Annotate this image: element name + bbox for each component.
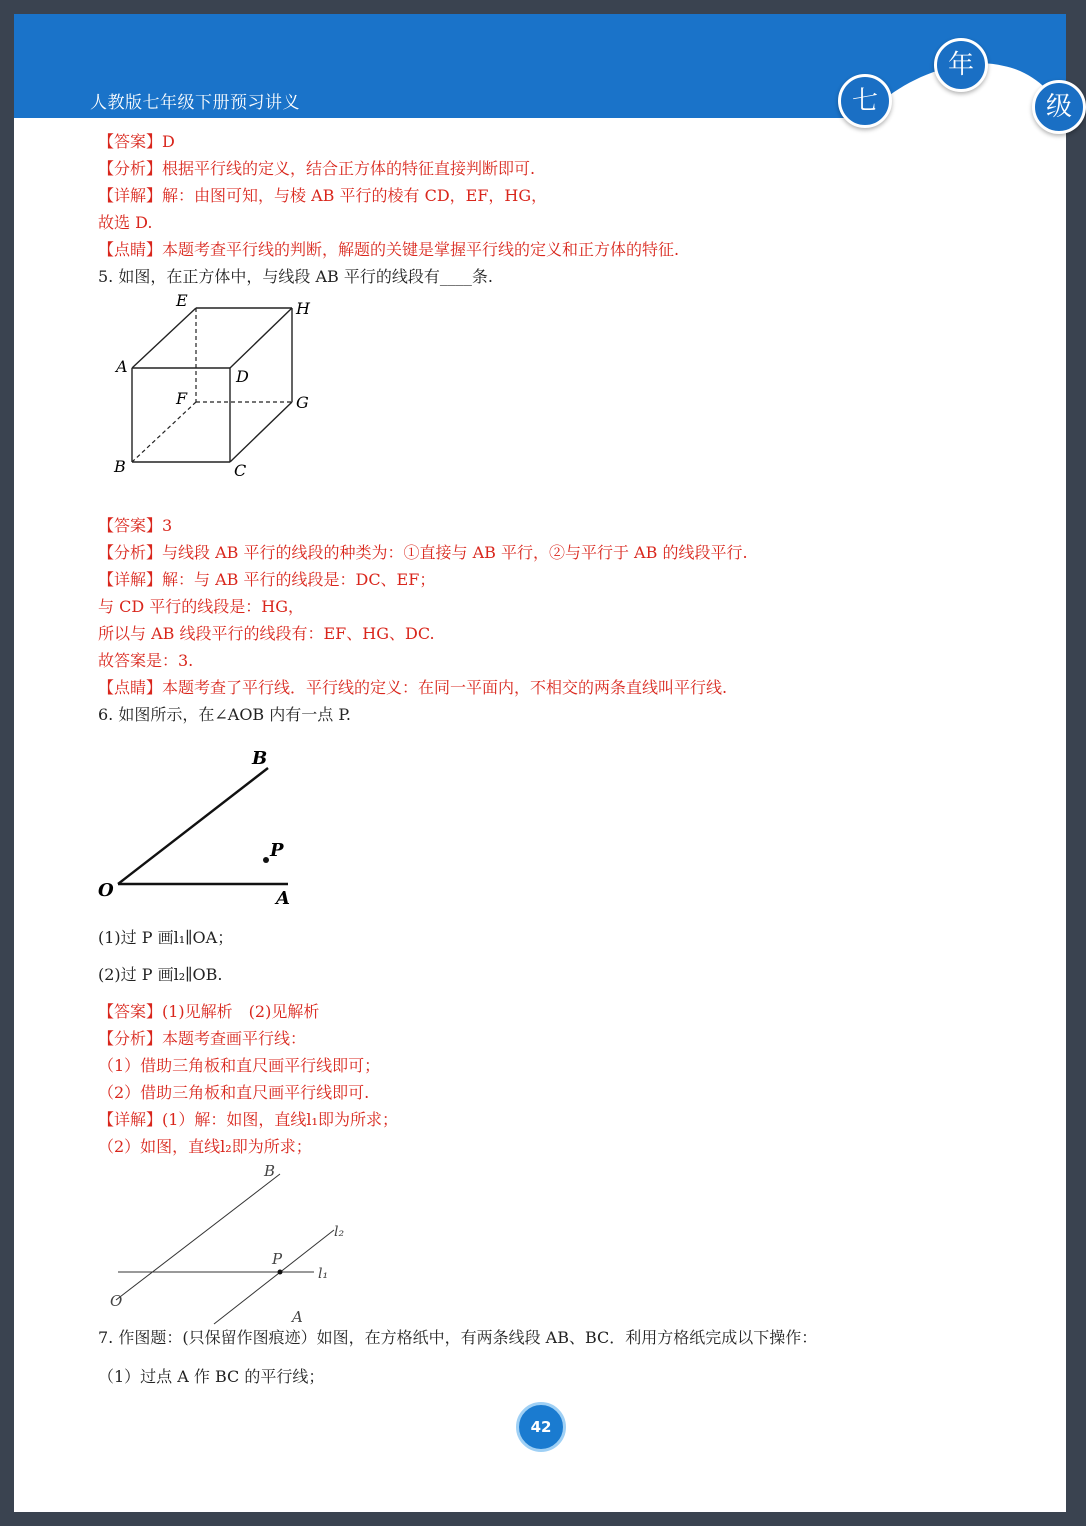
q4-comment: 【点睛】本题考查平行线的判断，解题的关键是掌握平行线的定义和正方体的特征.: [98, 240, 680, 259]
angle-label-a: A: [276, 888, 290, 909]
angle-figure: [98, 728, 998, 924]
q4-detail: 【详解】解：由图可知，与棱 AB 平行的棱有 CD，EF，HG，: [98, 186, 548, 205]
cube-diagram: [98, 290, 338, 512]
grade-badge-3: 级: [1032, 80, 1086, 134]
document-page: [14, 14, 1072, 1512]
q6-detail-2: （2）如图，直线l₂即为所求；: [98, 1137, 312, 1156]
angle-label-b: B: [252, 748, 268, 769]
q4-answer: 【答案】D: [98, 132, 175, 151]
cube-label-b: B: [114, 457, 126, 476]
solution-diagram: [98, 1160, 358, 1324]
angle-diagram: [98, 728, 338, 924]
content: [98, 128, 998, 1390]
q6-part-1: (1)过 P 画l₁∥OA；: [98, 928, 234, 947]
q5-analysis: 【分析】与线段 AB 平行的线段的种类为：①直接与 AB 平行，②与平行于 AB 的线段平行.: [98, 543, 748, 562]
q4-conclusion: 故选 D.: [98, 213, 153, 232]
solution-label-l1: l₁: [318, 1266, 329, 1282]
solution-label-p: P: [272, 1250, 283, 1268]
grade-badge-2: 年: [934, 38, 988, 92]
q5-answer: 【答案】3: [98, 516, 173, 535]
angle-label-p: P: [270, 840, 284, 861]
q6-analysis: 【分析】本题考查画平行线：: [98, 1029, 307, 1048]
solution-figure: [98, 1160, 998, 1324]
q6-question: 6. 如图所示，在∠AOB 内有一点 P.: [98, 705, 351, 724]
cube-label-c: C: [234, 461, 247, 480]
q5-question: 5. 如图，在正方体中，与线段 AB 平行的线段有____条.: [98, 267, 493, 286]
header-title: 人教版七年级下册预习讲义: [90, 93, 300, 113]
header-banner: [14, 14, 1072, 122]
cube-label-f: F: [176, 389, 188, 408]
q6-detail-1: 【详解】(1）解：如图，直线l₁即为所求；: [98, 1110, 398, 1129]
q5-detail-3: 所以与 AB 线段平行的线段有：EF、HG、DC.: [98, 624, 435, 643]
q6-answer: 【答案】(1)见解析 (2)见解析: [98, 1002, 320, 1021]
cube-figure: [98, 290, 998, 512]
cube-label-d: D: [236, 367, 249, 386]
q5-detail-1: 【详解】解：与 AB 平行的线段是：DC、EF；: [98, 570, 436, 589]
solution-label-l2: l₂: [334, 1224, 345, 1240]
q6-part-2: (2)过 P 画l₂∥OB.: [98, 965, 223, 984]
q7-part-1: （1）过点 A 作 BC 的平行线；: [98, 1367, 325, 1386]
angle-label-o: O: [98, 880, 114, 901]
cube-label-e: E: [176, 291, 188, 310]
q5-detail-2: 与 CD 平行的线段是：HG，: [98, 597, 304, 616]
q6-analysis-2: （2）借助三角板和直尺画平行线即可.: [98, 1083, 370, 1102]
solution-label-a: A: [292, 1308, 303, 1326]
q5-comment: 【点睛】本题考查了平行线．平行线的定义：在同一平面内，不相交的两条直线叫平行线.: [98, 678, 728, 697]
solution-label-o: O: [110, 1292, 123, 1310]
solution-label-b: B: [264, 1162, 276, 1180]
q5-detail-4: 故答案是：3.: [98, 651, 194, 670]
grade-badge-1: 七: [838, 74, 892, 128]
q7-question: 7. 作图题：(只保留作图痕迹）如图，在方格纸中，有两条线段 AB、BC．利用方格纸完成以下操作：: [98, 1328, 818, 1347]
cube-label-g: G: [296, 393, 309, 412]
cube-label-h: H: [296, 299, 310, 318]
q6-analysis-1: （1）借助三角板和直尺画平行线即可；: [98, 1056, 381, 1075]
page-number: 42: [516, 1402, 566, 1452]
cube-label-a: A: [116, 357, 128, 376]
q4-analysis: 【分析】根据平行线的定义，结合正方体的特征直接判断即可.: [98, 159, 536, 178]
